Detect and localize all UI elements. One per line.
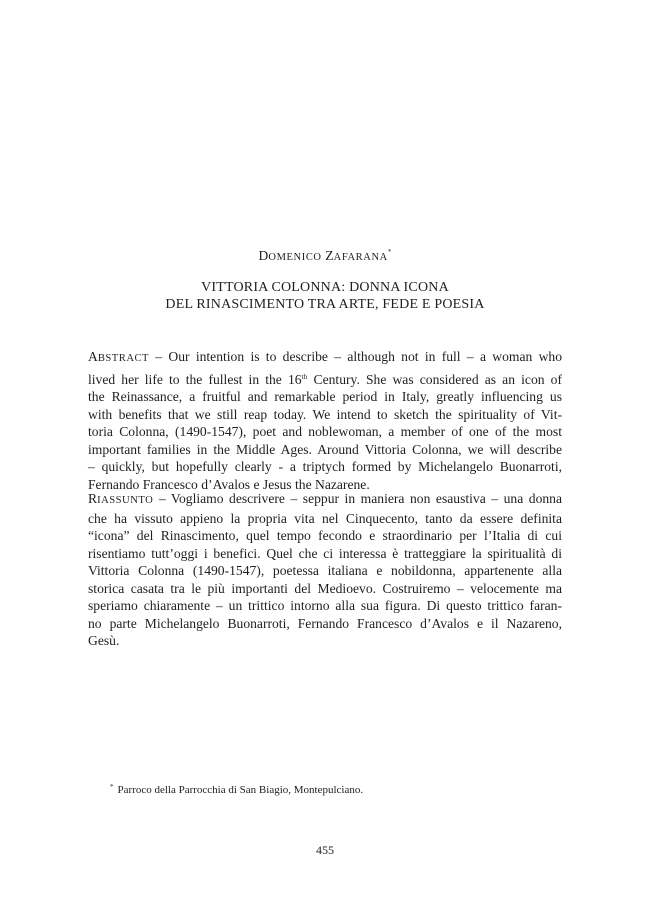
abstract-paragraph	[88, 348, 562, 493]
title-line-1: VITTORIA COLONNA: DONNA ICONA	[201, 280, 449, 295]
riassunto-line	[88, 490, 562, 510]
abstract-line: important families in the Middle Ages. Around Vittoria Colonna, we will describe	[88, 441, 562, 457]
riassunto-line: che ha vissuto appieno la propria vita nel Cinquecento, tanto da essere definita	[88, 510, 562, 526]
author-first-initial: D	[258, 248, 269, 263]
abstract-line	[88, 348, 562, 368]
abstract-line: toria Colonna, (1490-1547), poet and noblewoman, a member of one of the most	[88, 424, 562, 439]
abstract-line: with benefits that we still reap today. We intend to sketch the spirituality of Vit-	[88, 406, 562, 422]
footnote	[110, 780, 560, 797]
author-footnote-mark: *	[387, 248, 392, 256]
riassunto-line: Vittoria Colonna (1490-1547), poetessa italiana e nobildonna, appartenente alla	[88, 563, 562, 578]
riassunto-line: no parte Michelangelo Buonarroti, Fernando Francesco d’Avalos e il Nazareno,	[88, 615, 562, 631]
author-last-initial: Z	[325, 248, 334, 263]
abstract-line	[88, 368, 562, 389]
author-name	[0, 248, 650, 264]
footnote-mark: *	[110, 783, 114, 791]
abstract-line-1: – Our intention is to describe – although not in full – a woman who	[149, 349, 562, 364]
author-last-rest: AFARANA	[333, 252, 388, 263]
abstract-line: Fernando Francesco d’Avalos e Jesus the Nazarene.	[88, 476, 370, 492]
riassunto-line: speriamo chiaramente – un trittico intorno alla sua figura. Di questo trittico faran-	[88, 598, 562, 613]
riassunto-paragraph	[88, 490, 562, 650]
abstract-line-2: lived her life to the fullest in the 16	[88, 371, 302, 387]
footnote-text: Parroco della Parrocchia di San Biagio, Montepulciano.	[117, 784, 364, 796]
abstract-superscript: th	[301, 371, 308, 381]
riassunto-line: Gesù.	[88, 633, 120, 648]
author-first-rest: OMENICO	[268, 252, 322, 263]
abstract-label-rest: BSTRACT	[97, 353, 150, 364]
article-title	[0, 279, 650, 313]
abstract-line: the Reinassance, a fruitful and remarkable period in Italy, greatly influencing us	[88, 389, 562, 404]
abstract-line: – quickly, but hopefully clearly - a triptych formed by Michelangelo Buonarroti,	[88, 459, 562, 474]
abstract-label-initial: A	[88, 349, 98, 364]
riassunto-line-1: – Vogliamo descrivere – seppur in maniera non esaustiva – una donna	[153, 491, 562, 506]
riassunto-label-initial: R	[88, 491, 98, 506]
riassunto-line: “icona” del Rinascimento, quel tempo fecondo e straordinario per l’Italia di cui	[88, 528, 562, 543]
title-line-2: DEL RINASCIMENTO TRA ARTE, FEDE E POESIA	[165, 297, 485, 312]
page-number: 455	[316, 843, 334, 857]
riassunto-line: risentiamo tutt’oggi i benefici. Quel che ci interessa è tratteggiare la spiritualità di	[88, 545, 562, 561]
riassunto-label-rest: IASSUNTO	[97, 495, 154, 506]
abstract-line-2-tail: Century. She was considered as an icon of	[307, 371, 562, 387]
riassunto-line: storica casata tra le più importanti del Medioevo. Costruiremo – velocemente ma	[88, 580, 562, 596]
